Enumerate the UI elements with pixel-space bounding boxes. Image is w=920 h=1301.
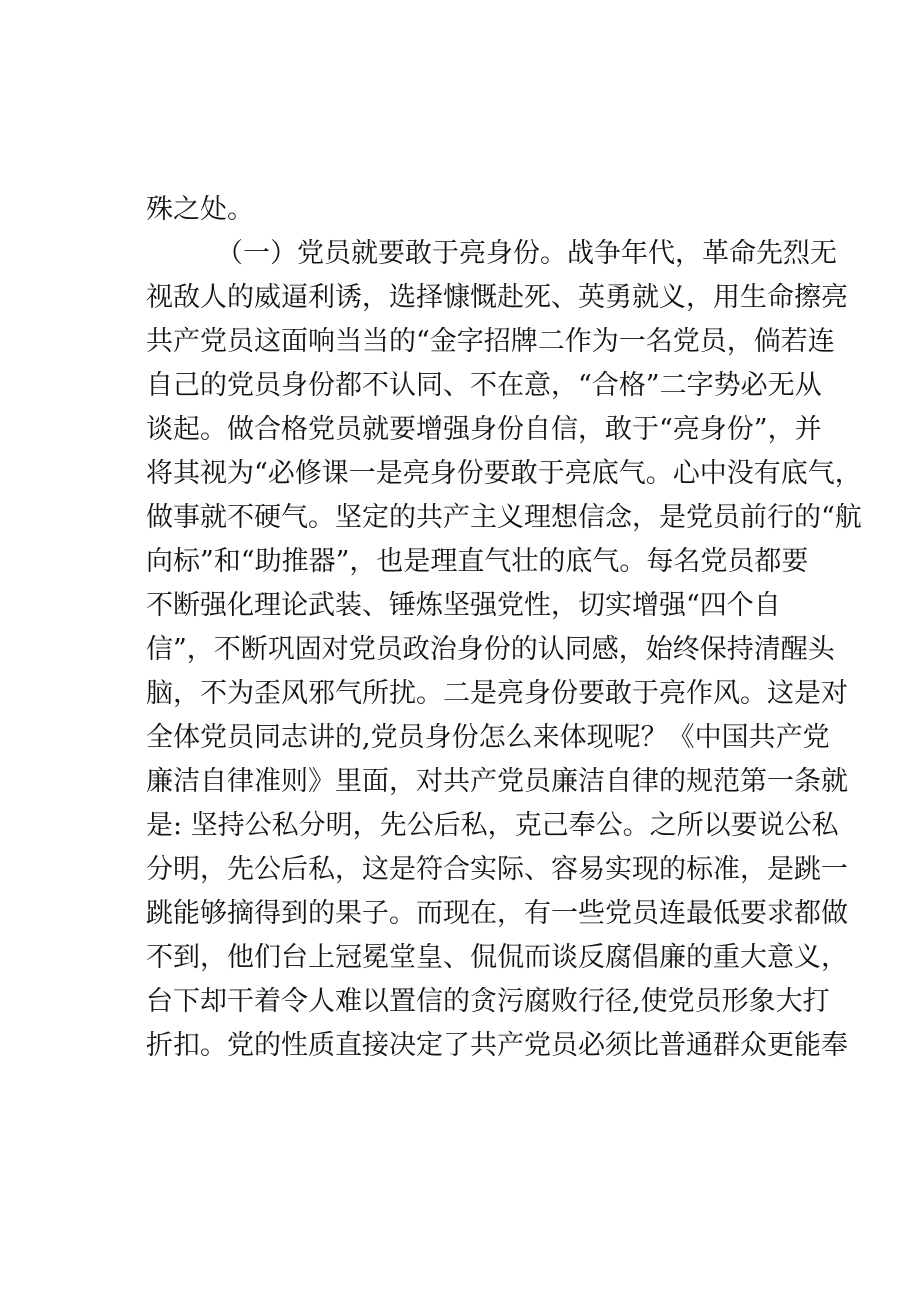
text-line: 是: 坚持公私分明，先公后私，克己奉公。之所以要说公私 — [146, 810, 839, 841]
text-line: 自己的党员身份都不认同、不在意，“合格”二字势必无从 — [146, 370, 822, 401]
text-line: 谈起。做合格党员就要增强身份自信，敢于“亮身份”，并 — [146, 414, 822, 445]
text-line: 视敌人的威逼利诱，选择慷慨赴死、英勇就义，用生命擦亮 — [146, 282, 848, 313]
text-line: 不断强化理论武装、锤炼坚强党性，切实增强“四个自 — [146, 590, 781, 621]
text-line-section-heading: （一）党员就要敢于亮身份。战争年代，革命先烈无 — [216, 238, 837, 269]
text-line: 信”，不断巩固对党员政治身份的认同感，始终保持清醒头 — [146, 634, 835, 665]
text-line: 将其视为“必修课一是亮身份要敢于亮底气。心中没有底气， — [146, 458, 862, 489]
text-line: 脑，不为歪风邪气所扰。二是亮身份要敢于亮作风。这是对 — [146, 678, 848, 709]
text-line: 台下却干着令人难以置信的贪污腐败行径,使党员形象大打 — [146, 986, 830, 1017]
text-line: 折扣。党的性质直接决定了共产党员必须比普通群众更能奉 — [146, 1030, 848, 1061]
text-line: 廉洁自律准则》里面，对共产党员廉洁自律的规范第一条就 — [146, 766, 848, 797]
text-line: 共产党员这面响当当的“金字招牌二作为一名党员，倘若连 — [146, 326, 835, 357]
text-line: 跳能够摘得到的果子。而现在，有一些党员连最低要求都做 — [146, 898, 848, 929]
text-line: 全体党员同志讲的,党员身份怎么来体现呢？《中国共产党 — [146, 722, 830, 753]
body-text — [146, 188, 862, 1068]
text-line: 不到，他们台上冠冕堂皇、侃侃而谈反腐倡廉的重大意义， — [146, 942, 848, 973]
text-line: 做事就不硬气。坚定的共产主义理想信念，是党员前行的“航 — [146, 502, 862, 533]
text-line: 殊之处。 — [146, 194, 254, 225]
text-line: 向标”和“助推器”，也是理直气壮的底气。每名党员都要 — [146, 546, 809, 577]
text-line: 分明，先公后私，这是符合实际、容易实现的标准，是跳一 — [146, 854, 848, 885]
